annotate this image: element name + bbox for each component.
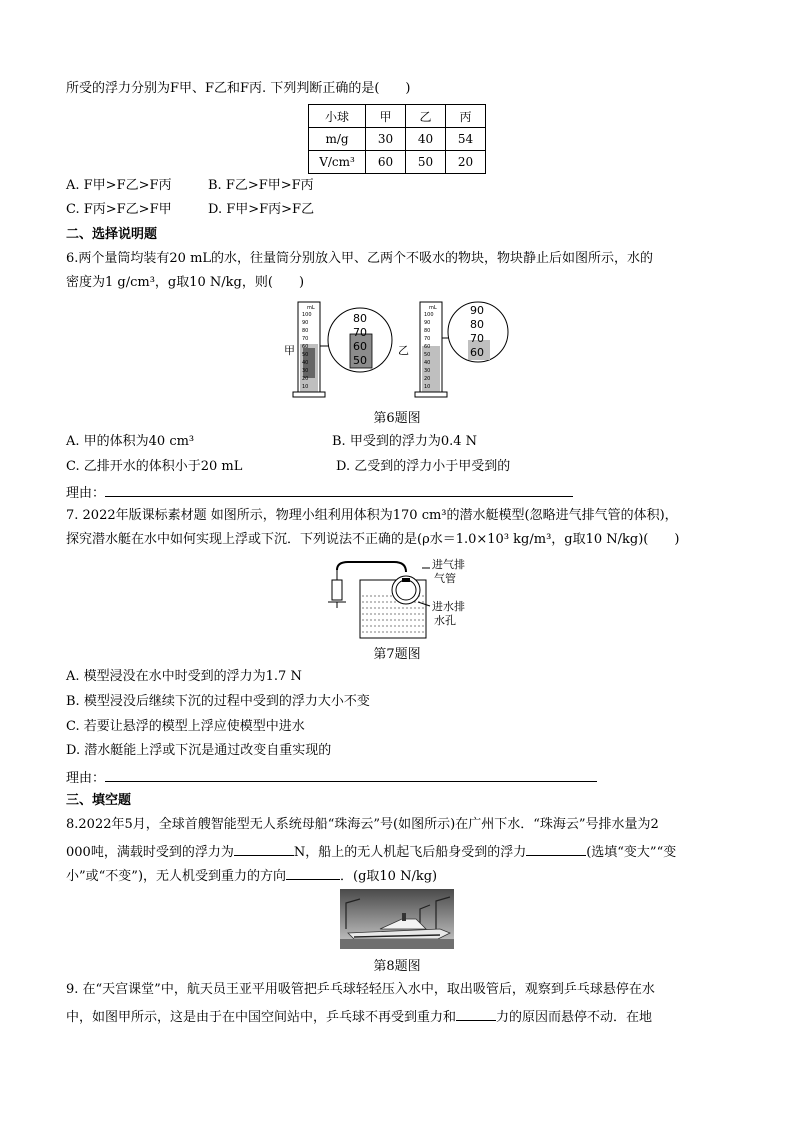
- q8-text: N，船上的无人机起飞后船身受到的浮力: [293, 845, 527, 860]
- q8-line3: [66, 865, 437, 886]
- svg-text:80: 80: [470, 318, 484, 331]
- q6-option-d: D. 乙受到的浮力小于甲受到的: [336, 459, 511, 474]
- fig7-label-hole-2: 水孔: [434, 614, 456, 627]
- q7-option-b: B. 模型浸没后继续下沉的过程中受到的浮力大小不变: [66, 694, 370, 709]
- q8-text: (选填“变大”“变: [586, 845, 677, 860]
- svg-text:20: 20: [424, 376, 431, 382]
- svg-text:80: 80: [424, 328, 431, 334]
- table-cell: 50: [406, 151, 446, 174]
- q9-text: 力的原因而悬停不动．在地: [496, 1010, 653, 1025]
- q7-reason-label: 理由：: [66, 771, 106, 786]
- svg-text:40: 40: [302, 360, 309, 366]
- q8-line2: [66, 841, 676, 862]
- q7-stem-line1: 7. 2022年版课标素材题 如图所示，物理小组利用体积为170 cm³的潜水艇模型(忽略进气排气管的体积)，: [66, 508, 678, 523]
- q7-reason-line: [66, 767, 597, 788]
- q8-line1: 8.2022年5月，全球首艘智能型无人系统母船“珠海云”号(如图所示)在广州下水．“珠海云”号排水量为2: [66, 817, 659, 832]
- svg-text:60: 60: [353, 340, 367, 353]
- q9-line1: 9. 在“天宫课堂”中，航天员王亚平用吸管把乒乓球轻轻压入水中，取出吸管后，观察到乒乓球悬停在水: [66, 982, 655, 997]
- table-header-cell: 乙: [406, 105, 446, 128]
- q8-text: 小”或“不变”)，无人机受到重力的方向: [66, 869, 287, 884]
- svg-text:40: 40: [424, 360, 431, 366]
- q6-reason-label: 理由：: [66, 486, 106, 501]
- q5-table: [308, 104, 486, 174]
- svg-text:30: 30: [302, 368, 309, 374]
- q7-stem-line2: 探究潜水艇在水中如何实现上浮或下沉．下列说法不正确的是(ρ水＝1.0×10³ kg/m³，g取10 N/kg)( ): [66, 532, 680, 547]
- q8-blank-buoyancy[interactable]: [234, 841, 294, 856]
- table-cell: 20: [446, 151, 486, 174]
- q5-option-b: B. F乙>F甲>F丙: [208, 178, 314, 193]
- q6-reason-blank[interactable]: [105, 482, 573, 497]
- svg-text:70: 70: [353, 326, 367, 339]
- svg-text:30: 30: [424, 368, 431, 374]
- fig6-label-left: 甲: [284, 344, 295, 357]
- q9-blank-force[interactable]: [456, 1006, 496, 1021]
- svg-text:10: 10: [424, 384, 431, 390]
- q7-option-a: A. 模型浸没在水中时受到的浮力为1.7 N: [66, 669, 302, 684]
- svg-text:60: 60: [302, 344, 309, 350]
- q7-option-d: D. 潜水艇能上浮或下沉是通过改变自重实现的: [66, 743, 332, 758]
- q8-caption: 第8题图: [373, 959, 421, 974]
- q8-blank-direction[interactable]: [286, 865, 340, 880]
- q6-stem-line2: 密度为1 g/cm³，g取10 N/kg，则( ): [66, 275, 305, 290]
- svg-text:50: 50: [424, 352, 431, 358]
- table-header-cell: 小球: [309, 105, 366, 128]
- fig7-label-hole-1: 进水排: [432, 600, 465, 613]
- svg-text:90: 90: [424, 320, 431, 326]
- table-cell: 40: [406, 128, 446, 151]
- svg-text:mL: mL: [307, 305, 315, 311]
- svg-text:mL: mL: [429, 305, 437, 311]
- fig6-label-right: 乙: [398, 344, 409, 357]
- svg-text:80: 80: [353, 312, 367, 325]
- q6-stem-line1: 6.两个量筒均装有20 mL的水，往量筒分别放入甲、乙两个不吸水的物块，物块静止后如图所示，水的: [66, 251, 654, 266]
- table-cell: 30: [366, 128, 406, 151]
- svg-text:50: 50: [353, 354, 367, 367]
- table-cell: V/cm³: [309, 151, 366, 174]
- svg-text:70: 70: [302, 336, 309, 342]
- q6-option-c: C. 乙排开水的体积小于20 mL: [66, 459, 243, 474]
- table-cell: 60: [366, 151, 406, 174]
- q5-option-d: D. F甲>F丙>F乙: [208, 202, 315, 217]
- svg-text:70: 70: [424, 336, 431, 342]
- table-cell: 54: [446, 128, 486, 151]
- svg-text:80: 80: [302, 328, 309, 334]
- svg-text:90: 90: [470, 304, 484, 317]
- q5-intro: 所受的浮力分别为F甲、F乙和F丙. 下列判断正确的是( ): [66, 81, 411, 96]
- q7-reason-blank[interactable]: [105, 767, 597, 782]
- fig7-label-pipe-1: 进气排: [432, 558, 465, 571]
- svg-text:20: 20: [302, 376, 309, 382]
- table-header-cell: 甲: [366, 105, 406, 128]
- svg-text:60: 60: [470, 346, 484, 359]
- fig7-label-pipe-2: 气管: [434, 572, 456, 585]
- q5-option-c: C. F丙>F乙>F甲: [66, 202, 172, 217]
- q8-text: ．(g取10 N/kg): [340, 869, 438, 884]
- q6-figure-cylinders: [280, 296, 520, 406]
- q7-option-c: C. 若要让悬浮的模型上浮应使模型中进水: [66, 719, 305, 734]
- svg-text:50: 50: [302, 352, 309, 358]
- table-header-cell: 丙: [446, 105, 486, 128]
- q6-caption: 第6题图: [373, 411, 421, 426]
- q9-line2: [66, 1006, 652, 1027]
- svg-text:10: 10: [302, 384, 309, 390]
- q8-blank-change[interactable]: [526, 841, 586, 856]
- svg-text:70: 70: [470, 332, 484, 345]
- section-heading-2: 二、选择说明题: [66, 227, 158, 242]
- q8-ship-photo: [340, 889, 454, 949]
- q9-text: 中，如图甲所示，这是由于在中国空间站中，乒乓球不再受到重力和: [66, 1010, 457, 1025]
- section-heading-3: 三、填空题: [66, 793, 132, 808]
- q7-caption: 第7题图: [373, 647, 421, 662]
- q5-option-a: A. F甲>F乙>F丙: [66, 178, 172, 193]
- q6-reason-line: [66, 482, 573, 503]
- q6-option-a: A. 甲的体积为40 cm³: [66, 434, 195, 449]
- svg-text:100: 100: [302, 312, 312, 318]
- q6-option-b: B. 甲受到的浮力为0.4 N: [332, 434, 477, 449]
- svg-text:60: 60: [424, 344, 431, 350]
- svg-text:100: 100: [424, 312, 434, 318]
- q8-text: 000吨，满载时受到的浮力为: [66, 845, 234, 860]
- q7-figure-submarine: [318, 554, 488, 644]
- svg-text:90: 90: [302, 320, 309, 326]
- table-cell: m/g: [309, 128, 366, 151]
